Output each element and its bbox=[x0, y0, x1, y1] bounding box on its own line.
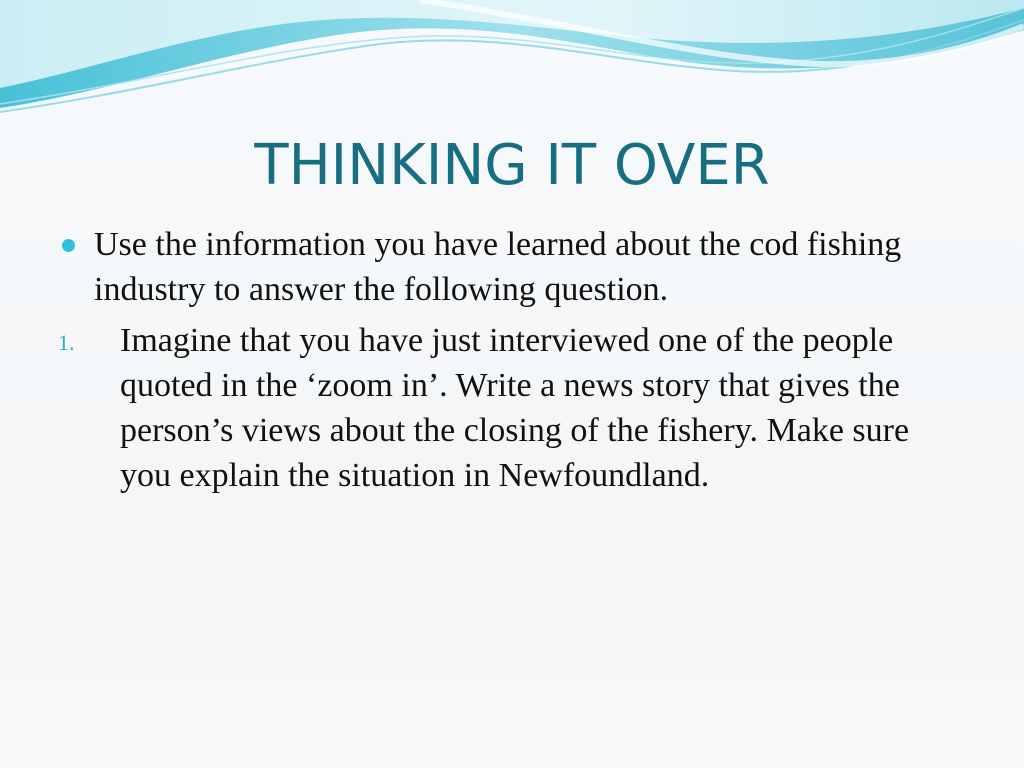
bullet-text: Use the information you have learned about the cod fishing industry to answer the following question. bbox=[94, 226, 902, 308]
numbered-text: Imagine that you have just interviewed one of the people quoted in the ‘zoom in’. Write a news story that gives the person’s views about the closing of the fishery. Make sure you explain the situation in Newfoundland. bbox=[120, 322, 910, 494]
bullet-dot-icon bbox=[62, 239, 75, 252]
bullet-item bbox=[58, 222, 958, 312]
numbered-marker: 1. bbox=[58, 330, 75, 355]
slide-title: THINKING IT OVER bbox=[254, 133, 770, 198]
slide-body bbox=[58, 222, 958, 498]
numbered-item bbox=[58, 318, 958, 498]
decorative-wave-header bbox=[0, 0, 1024, 130]
